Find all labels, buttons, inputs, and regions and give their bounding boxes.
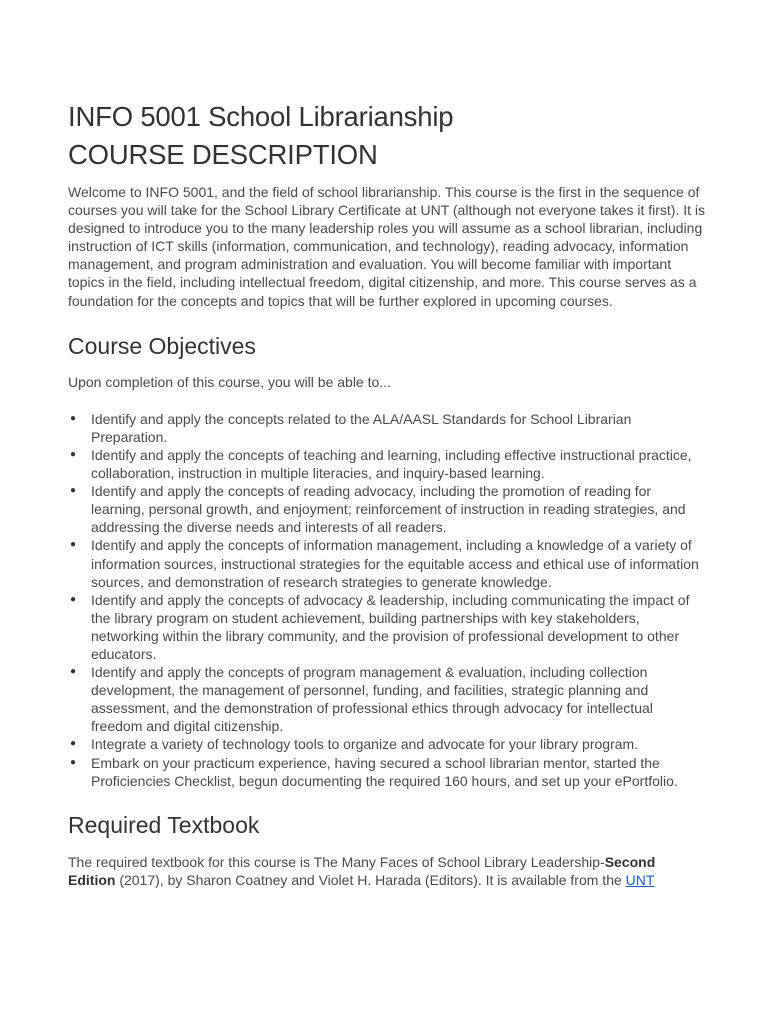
objective-item <box>68 735 708 753</box>
bullet-icon: ● <box>70 539 77 551</box>
objective-text: Identify and apply the concepts of teaching and learning, including effective instructional practice, collaboration, instruction in multiple literacies, and inquiry-based learning. <box>91 446 692 482</box>
objective-text: Identify and apply the concepts related to the ALA/AASL Standards for School Librarian Preparation. <box>91 410 632 445</box>
objective-text: Identify and apply the concepts of information management, including a knowledge of a variety of information sources, instructional strategies for the equitable access and ethical use of information sources, and demonstration of research strategies to generate knowledge. <box>91 537 699 590</box>
unt-link[interactable]: UNT <box>625 871 655 888</box>
objective-text: Integrate a variety of technology tools to organize and advocate for your library program. <box>91 736 639 753</box>
objective-item <box>68 482 708 536</box>
bullet-icon: ● <box>70 738 77 750</box>
objective-item <box>68 446 708 482</box>
objective-text: Identify and apply the concepts of reading advocacy, including the promotion of reading for learning, personal growth, and enjoyment; reinforcement of instruction in reading strategies, and addressing the diverse needs and interests of all readers. <box>91 483 686 536</box>
course-title <box>68 98 708 174</box>
course-description-paragraph: Welcome to INFO 5001, and the field of school librarianship. This course is the first in the sequence of courses you will take for the School Library Certificate at UNT (although not everyone takes it first). It is designed to introduce you to the many leadership roles you will assume as a school librarian, including instruction of ICT skills (information, communication, and technology), reading advocacy, information management, and program administration and evaluation. You will become familiar with important topics in the field, including intellectual freedom, digital citizenship, and more. This course serves as a foundation for the concepts and topics that will be further explored in upcoming courses. <box>68 184 706 309</box>
objective-text: Identify and apply the concepts of advocacy & leadership, including communicating the impact of the library program on student achievement, building partnerships with key stakeholders, networking within the library community, and the provision of professional development to other educators. <box>91 591 690 662</box>
bullet-icon: ● <box>70 593 77 605</box>
objectives-heading: Course Objectives <box>68 332 256 359</box>
textbook-text-start: The required textbook for this course is The Many Faces of School Library Leadership- <box>68 853 605 870</box>
objective-item <box>68 591 708 663</box>
objective-item <box>68 754 708 790</box>
bullet-icon: ● <box>70 485 77 497</box>
objective-text: Embark on your practicum experience, having secured a school librarian mentor, started the Proficiencies Checklist, begun documenting the required 160 hours, and set up your ePortfolio. <box>91 754 678 789</box>
bullet-icon: ● <box>70 448 77 460</box>
objectives-list <box>68 410 708 790</box>
bullet-icon: ● <box>70 756 77 768</box>
course-title-line2: COURSE DESCRIPTION <box>68 139 378 170</box>
textbook-edition-bold-cont: Edition <box>68 871 116 888</box>
bullet-icon: ● <box>70 412 77 424</box>
objective-item <box>68 410 708 446</box>
textbook-edition-bold: Second <box>604 853 656 870</box>
objective-text: Identify and apply the concepts of program management & evaluation, including collection development, the management of personnel, funding, and facilities, strategic planning and assessment, and the demonstration of professional ethics through advocacy for intellectual freedom and digital citizenship. <box>91 664 653 735</box>
course-title-line1: INFO 5001 School Librarianship <box>68 101 454 132</box>
objectives-lead: Upon completion of this course, you will be able to... <box>68 373 391 390</box>
textbook-heading: Required Textbook <box>68 811 260 838</box>
objective-item <box>68 536 708 590</box>
textbook-paragraph <box>68 853 708 889</box>
bullet-icon: ● <box>70 666 77 678</box>
document-page <box>68 98 708 889</box>
textbook-text-end: (2017), by Sharon Coatney and Violet H. Harada (Editors). It is available from the <box>115 871 626 888</box>
objective-item <box>68 663 708 735</box>
